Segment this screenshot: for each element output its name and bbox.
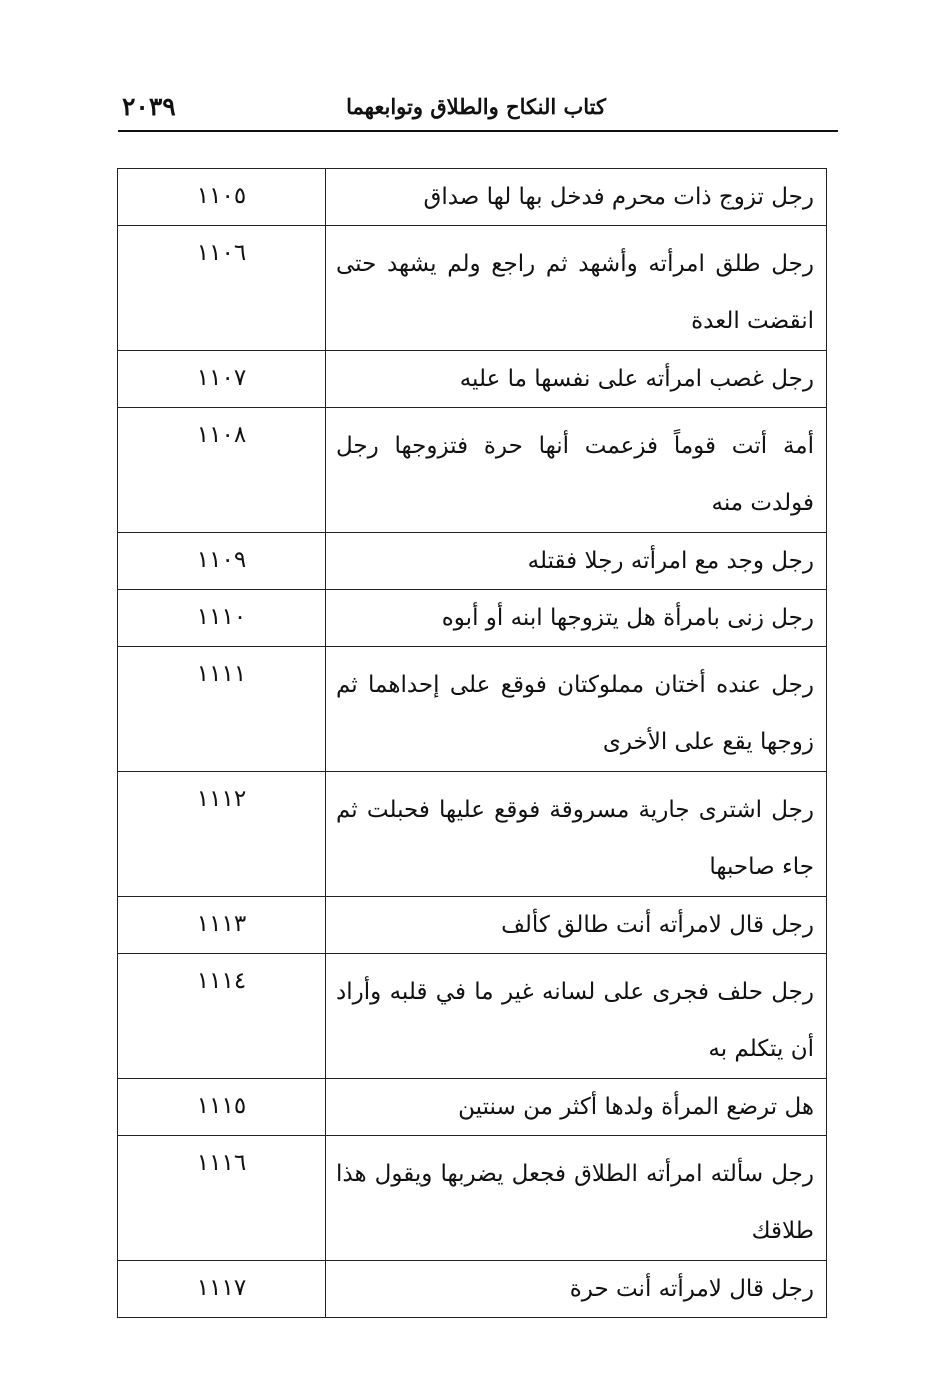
entry-title: رجل غصب امرأته على نفسها ما عليه (326, 351, 827, 408)
entry-number: ١١١٠ (118, 590, 326, 647)
entry-number: ١١٠٥ (118, 169, 326, 226)
page-header (118, 88, 838, 128)
entry-title: رجل حلف فجرى على لسانه غير ما في قلبه وأراد أن يتكلم به (326, 954, 827, 1079)
entry-number: ١١١٧ (118, 1261, 326, 1318)
running-title: كتاب النكاح والطلاق وتوابعهما (346, 94, 606, 119)
entry-title: رجل اشترى جارية مسروقة فوقع عليها فحبلت ثم جاء صاحبها (326, 772, 827, 897)
entry-number: ١١١٢ (118, 772, 326, 897)
contents-table-body (118, 169, 827, 1318)
entry-number: ١١٠٨ (118, 408, 326, 533)
header-rule (118, 130, 838, 132)
entry-title: رجل قال لامرأته أنت طالق كألف (326, 897, 827, 954)
table-row (118, 1261, 827, 1318)
entry-number: ١١٠٦ (118, 226, 326, 351)
entry-title: رجل قال لامرأته أنت حرة (326, 1261, 827, 1318)
entry-number: ١١٠٩ (118, 533, 326, 590)
entry-number: ١١١٣ (118, 897, 326, 954)
entry-title: رجل طلق امرأته وأشهد ثم راجع ولم يشهد حتى انقضت العدة (326, 226, 827, 351)
table-row (118, 408, 827, 533)
entry-number: ١١١١ (118, 647, 326, 772)
table-row (118, 226, 827, 351)
entry-number: ١١١٤ (118, 954, 326, 1079)
entry-number: ١١٠٧ (118, 351, 326, 408)
table-row (118, 647, 827, 772)
entry-title: رجل عنده أختان مملوكتان فوقع على إحداهما ثم زوجها يقع على الأخرى (326, 647, 827, 772)
entry-number: ١١١٥ (118, 1079, 326, 1136)
entry-title: أمة أتت قوماً فزعمت أنها حرة فتزوجها رجل فولدت منه (326, 408, 827, 533)
entry-title: رجل وجد مع امرأته رجلا فقتله (326, 533, 827, 590)
entry-number: ١١١٦ (118, 1136, 326, 1261)
table-row (118, 169, 827, 226)
entry-title: رجل زنى بامرأة هل يتزوجها ابنه أو أبوه (326, 590, 827, 647)
table-row (118, 533, 827, 590)
entry-title: رجل تزوج ذات محرم فدخل بها لها صداق (326, 169, 827, 226)
entry-title: رجل سألته امرأته الطلاق فجعل يضربها ويقول هذا طلاقك (326, 1136, 827, 1261)
page-number: ٢٠٣٩ (122, 92, 176, 121)
table-row (118, 1136, 827, 1261)
entry-title: هل ترضع المرأة ولدها أكثر من سنتين (326, 1079, 827, 1136)
contents-table (117, 168, 827, 1318)
table-row (118, 590, 827, 647)
table-row (118, 772, 827, 897)
table-row (118, 1079, 827, 1136)
table-row (118, 351, 827, 408)
table-row (118, 897, 827, 954)
table-row (118, 954, 827, 1079)
